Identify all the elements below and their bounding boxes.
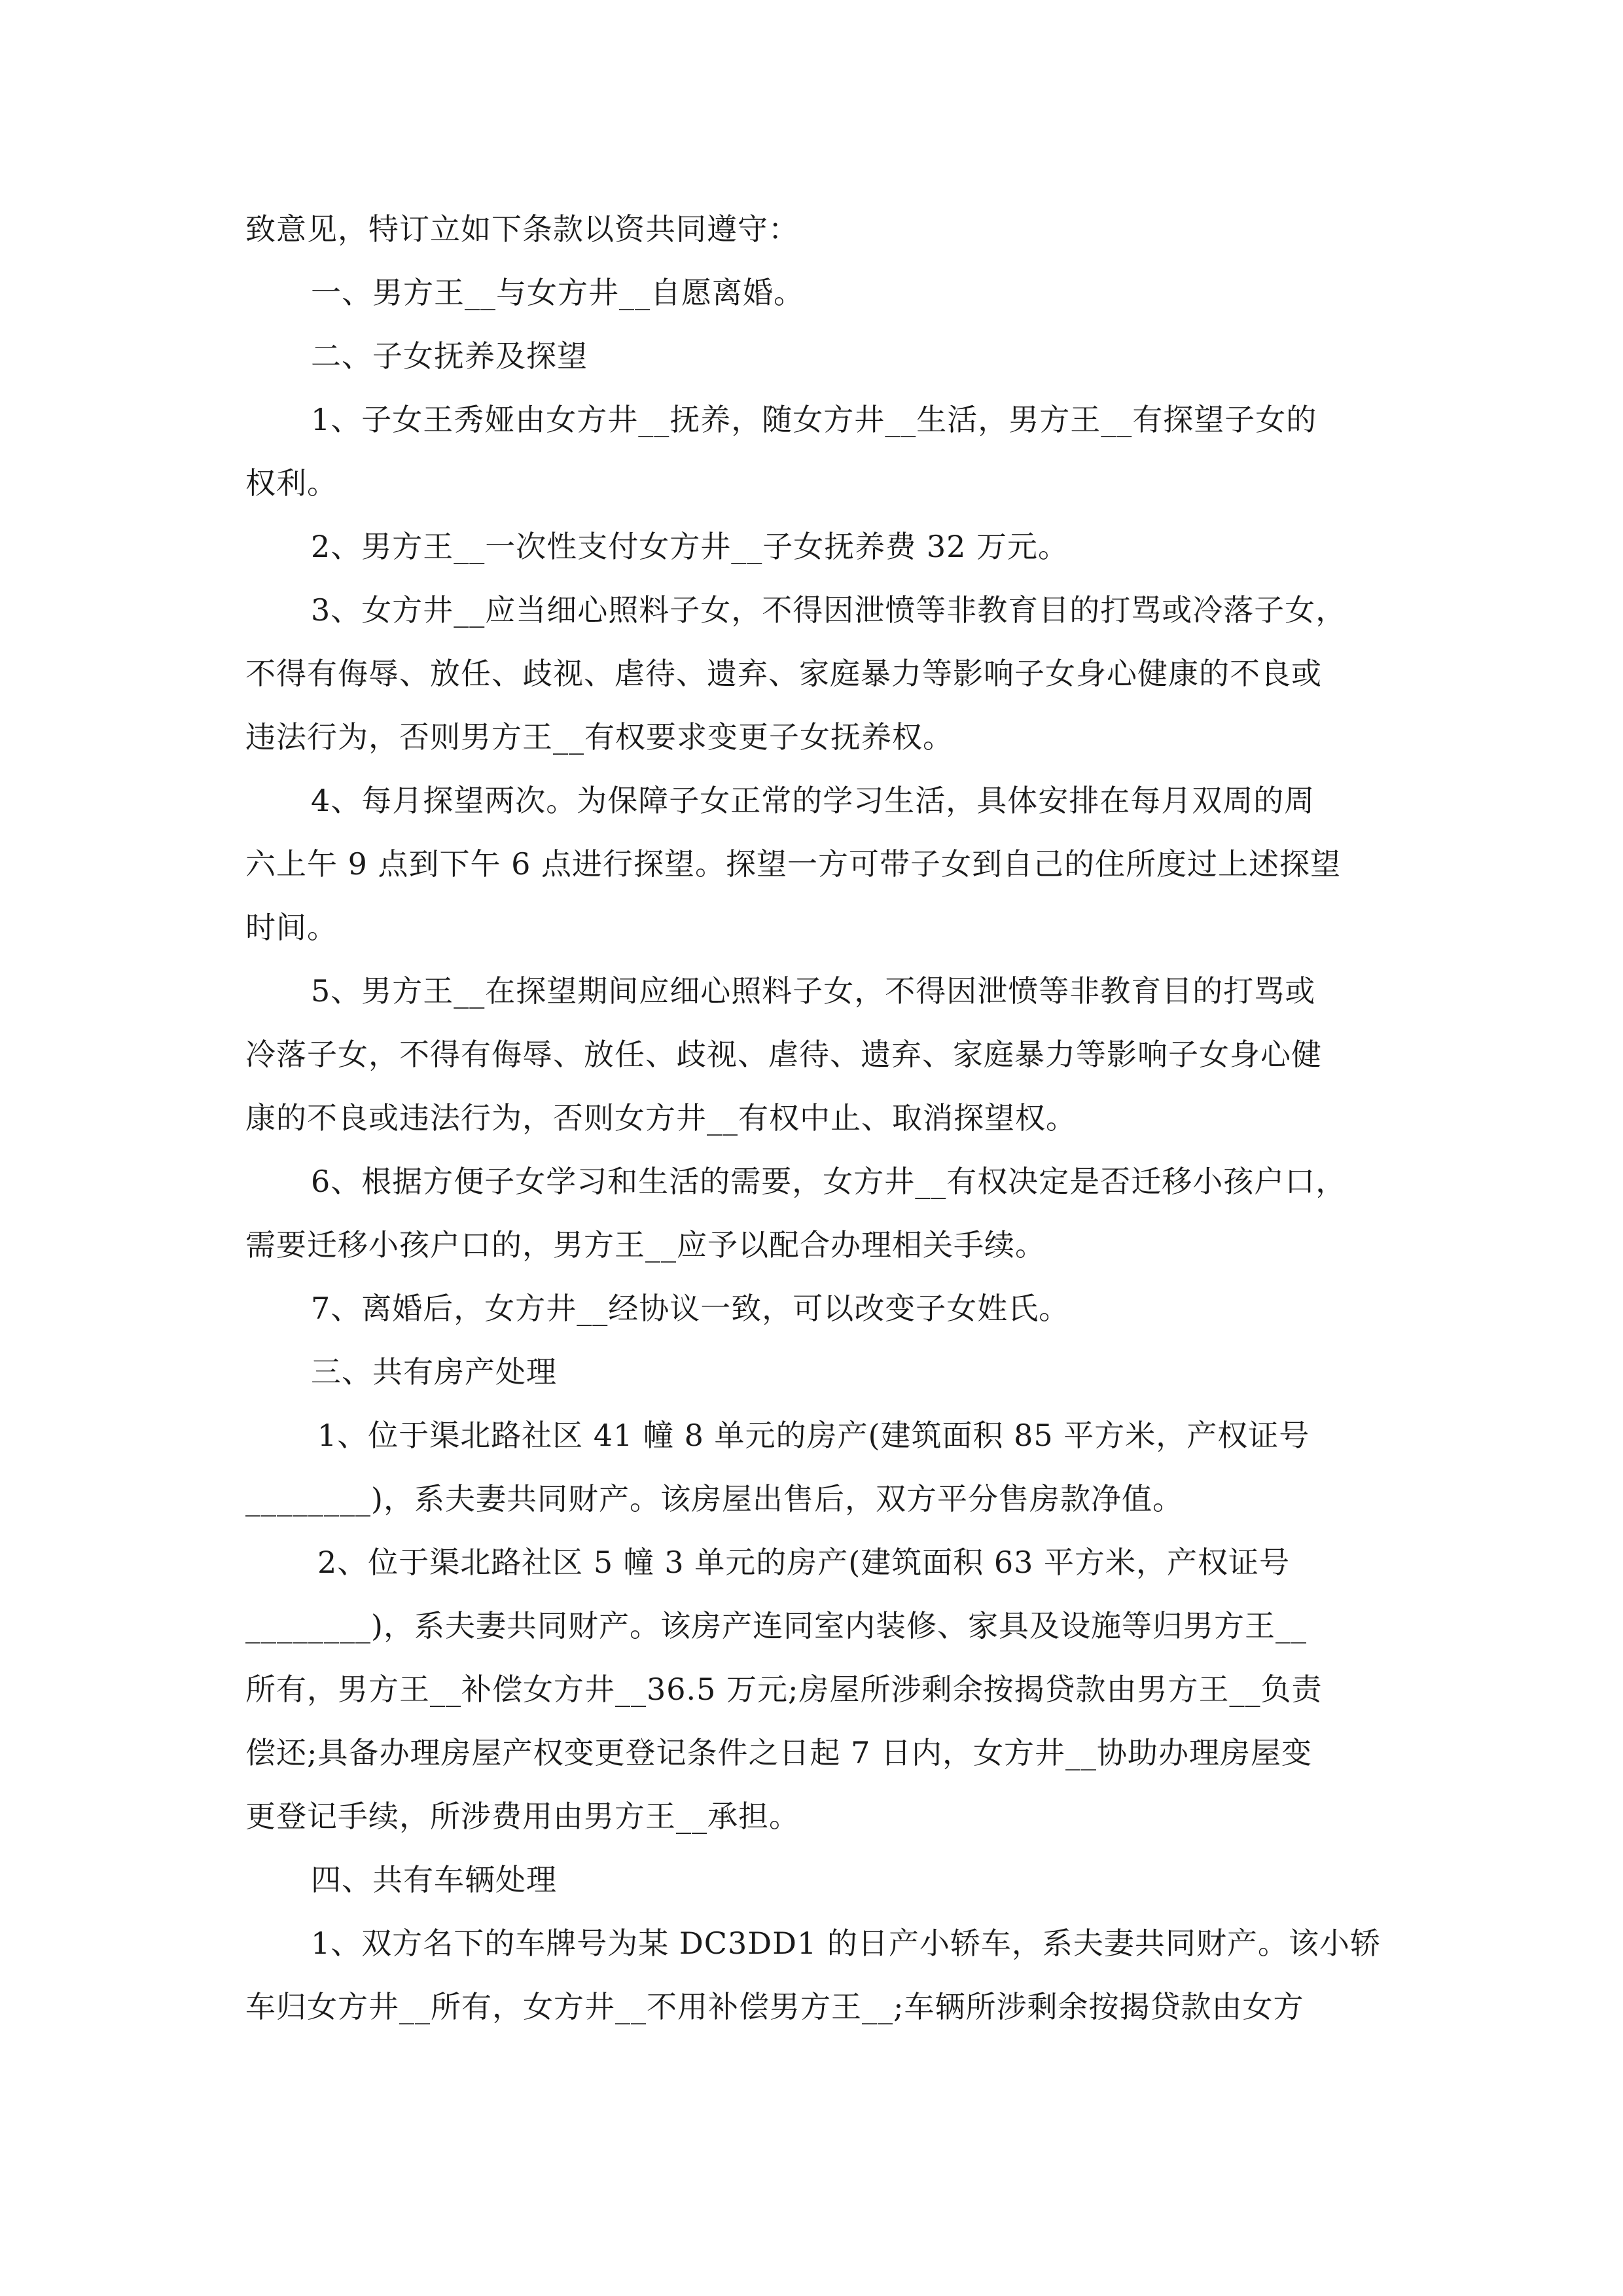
text-line: 不得有侮辱、放任、歧视、虐待、遗弃、家庭暴力等影响子女身心健康的不良或 <box>245 656 1322 691</box>
text-line: 所有，男方王__补偿女方井__36.5 万元;房屋所涉剩余按揭贷款由男方王__负责 <box>245 1672 1323 1707</box>
text-line: 5、男方王__在探望期间应细心照料子女，不得因泄愤等非教育目的打骂或 <box>311 973 1316 1009</box>
text-line: ________)，系夫妻共同财产。该房产连同室内装修、家具及设施等归男方王__ <box>245 1608 1307 1643</box>
text-line: 2、男方王__一次性支付女方井__子女抚养费 32 万元。 <box>311 529 1069 564</box>
text-line: 1、双方名下的车牌号为某 DC3DD1 的日产小轿车，系夫妻共同财产。该小轿 <box>311 1926 1381 1961</box>
text-line: 更登记手续，所涉费用由男方王__承担。 <box>245 1799 800 1834</box>
text-line: 偿还;具备办理房屋产权变更登记条件之日起 7 日内，女方井__协助办理房屋变 <box>245 1735 1313 1770</box>
text-line: 时间。 <box>245 910 338 945</box>
text-line: 7、离婚后，女方井__经协议一致，可以改变子女姓氏。 <box>311 1291 1070 1326</box>
text-line: 2、位于渠北路社区 5 幢 3 单元的房产(建筑面积 63 平方米，产权证号 <box>317 1545 1291 1580</box>
section-heading-property: 三、共有房产处理 <box>311 1354 557 1390</box>
text-line: 康的不良或违法行为，否则女方井__有权中止、取消探望权。 <box>245 1100 1077 1136</box>
text-line: 违法行为，否则男方王__有权要求变更子女抚养权。 <box>245 719 954 755</box>
text-line: 4、每月探望两次。为保障子女正常的学习生活，具体安排在每月双周的周 <box>311 783 1315 818</box>
text-line: 冷落子女，不得有侮辱、放任、歧视、虐待、遗弃、家庭暴力等影响子女身心健 <box>245 1037 1322 1072</box>
text-line: ________)，系夫妻共同财产。该房屋出售后，双方平分售房款净值。 <box>245 1481 1183 1516</box>
text-line: 权利。 <box>245 465 338 501</box>
text-line: 车归女方井__所有，女方井__不用补偿男方王__;车辆所涉剩余按揭贷款由女方 <box>245 1989 1304 2024</box>
text-line: 3、女方井__应当细心照料子女，不得因泄愤等非教育目的打骂或冷落子女， <box>311 592 1347 628</box>
section-heading-child-custody: 二、子女抚养及探望 <box>311 338 588 374</box>
text-line: 1、位于渠北路社区 41 幢 8 单元的房产(建筑面积 85 平方米，产权证号 <box>317 1418 1310 1453</box>
text-line: 致意见，特订立如下条款以资共同遵守： <box>245 211 799 247</box>
text-line: 需要迁移小孩户口的，男方王__应予以配合办理相关手续。 <box>245 1227 1046 1263</box>
text-line: 1、子女王秀娅由女方井__抚养，随女方井__生活，男方王__有探望子女的 <box>311 402 1317 437</box>
section-heading-vehicle: 四、共有车辆处理 <box>311 1862 557 1897</box>
text-line: 六上午 9 点到下午 6 点进行探望。探望一方可带子女到自己的住所度过上述探望 <box>245 846 1342 882</box>
text-line: 6、根据方便子女学习和生活的需要，女方井__有权决定是否迁移小孩户口， <box>311 1164 1347 1199</box>
clause-heading-divorce: 一、男方王__与女方井__自愿离婚。 <box>311 275 804 310</box>
agreement-text <box>245 198 1384 2039</box>
